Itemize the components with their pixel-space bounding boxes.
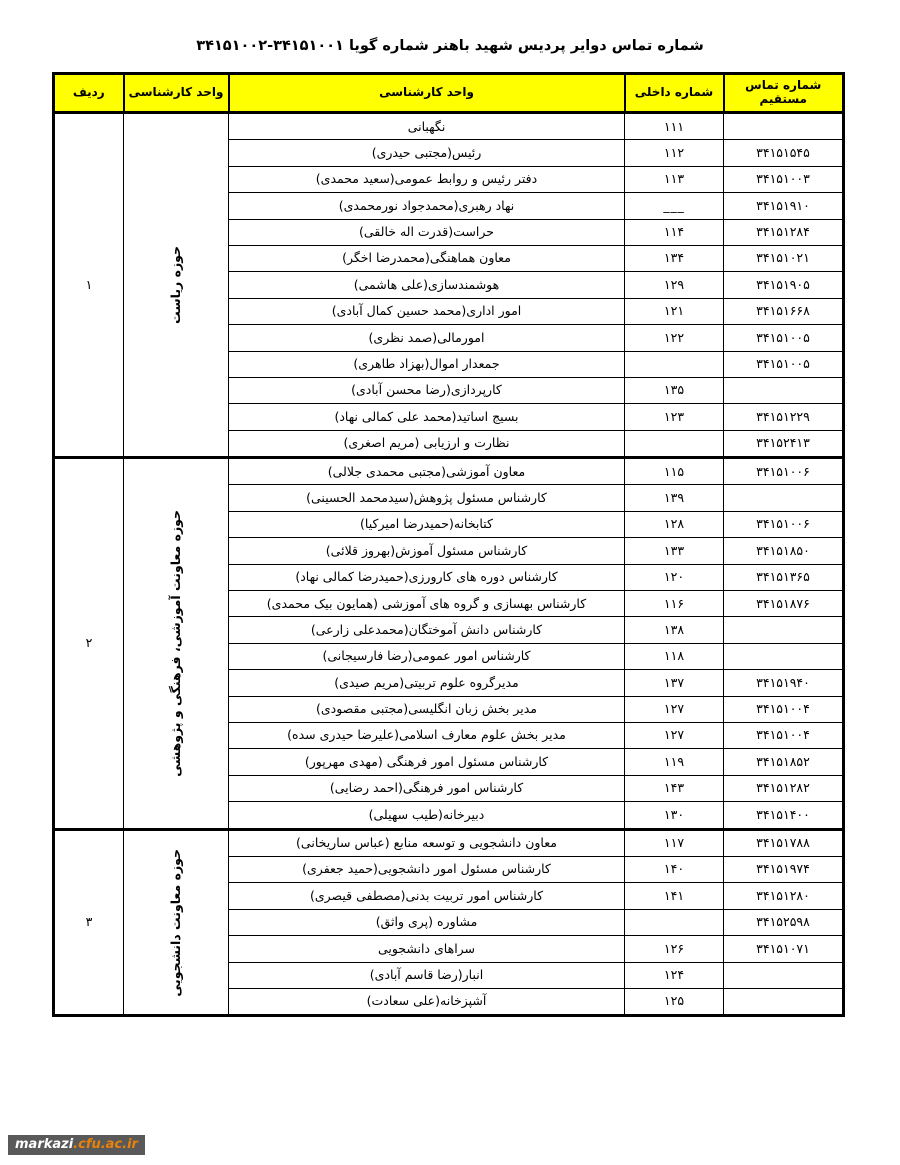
cell-internal-number: ۱۳۳ [625, 538, 724, 564]
cell-direct-number: ۳۴۱۵۱۵۴۵ [724, 140, 844, 166]
cell-internal-number: ___ [625, 193, 724, 219]
cell-direct-number: ۳۴۱۵۱۹۱۰ [724, 193, 844, 219]
watermark-primary-text: markazi [15, 1137, 74, 1152]
cell-unit-description: کارشناس مسئول امور دانشجویی(حمید جعفری) [229, 856, 625, 882]
cell-internal-number: ۱۱۷ [625, 829, 724, 856]
table-header [54, 74, 844, 113]
cell-unit-description: کارشناس دانش آموختگان(محمدعلی زارعی) [229, 617, 625, 643]
cell-unit-description: امور اداری(محمد حسین کمال آبادی) [229, 298, 625, 324]
cell-unit-description: مدیر بخش زبان انگلیسی(مجتبی مقصودی) [229, 696, 625, 722]
cell-internal-number: ۱۳۵ [625, 377, 724, 403]
cell-direct-number: ۳۴۱۵۱۲۸۴ [724, 219, 844, 245]
cell-unit-description: معاون هماهنگی(محمدرضا اخگر) [229, 245, 625, 271]
cell-internal-number: ۱۲۲ [625, 325, 724, 351]
cell-direct-number: ۳۴۱۵۱۳۶۵ [724, 564, 844, 590]
cell-unit-description: مدیرگروه علوم تربیتی(مریم صیدی) [229, 670, 625, 696]
cell-internal-number: ۱۳۰ [625, 802, 724, 829]
cell-direct-number [724, 485, 844, 511]
cell-internal-number: ۱۱۱ [625, 113, 724, 140]
group-unit-label: حوزه معاونت دانشجویی [167, 848, 183, 997]
cell-internal-number: ۱۱۹ [625, 749, 724, 775]
cell-unit-description: کارشناس مسئول امور فرهنگی (مهدی مهرپور) [229, 749, 625, 775]
cell-internal-number: ۱۲۳ [625, 404, 724, 430]
table-row [54, 113, 844, 140]
cell-direct-number: ۳۴۱۵۱۰۰۶ [724, 458, 844, 485]
table-row [54, 458, 844, 485]
cell-direct-number: ۳۴۱۵۱۲۲۹ [724, 404, 844, 430]
cell-direct-number: ۳۴۱۵۱۸۵۲ [724, 749, 844, 775]
cell-direct-number: ۳۴۱۵۲۵۹۸ [724, 909, 844, 935]
cell-direct-number: ۳۴۱۵۱۰۰۶ [724, 511, 844, 537]
cell-direct-number [724, 988, 844, 1015]
cell-direct-number: ۳۴۱۵۱۲۸۲ [724, 775, 844, 801]
cell-direct-number: ۳۴۱۵۱۷۸۸ [724, 829, 844, 856]
cell-internal-number: ۱۱۲ [625, 140, 724, 166]
cell-internal-number: ۱۴۳ [625, 775, 724, 801]
cell-direct-number: ۳۴۱۵۱۹۴۰ [724, 670, 844, 696]
cell-unit-description: بسیج اساتید(محمد علی کمالی نهاد) [229, 404, 625, 430]
column-header-internal-number: شماره داخلی [625, 74, 724, 113]
cell-unit-description: کارشناس مسئول پژوهش(سیدمحمد الحسینی) [229, 485, 625, 511]
table-header-row [54, 74, 844, 113]
cell-group-row-number: ۳ [54, 829, 124, 1016]
cell-internal-number: ۱۳۴ [625, 245, 724, 271]
cell-unit-description: هوشمندسازی(علی هاشمی) [229, 272, 625, 298]
cell-direct-number: ۳۴۱۵۱۰۰۵ [724, 325, 844, 351]
cell-unit-description: امورمالی(صمد نظری) [229, 325, 625, 351]
cell-group-unit [124, 458, 229, 829]
page-title: شماره تماس دوایر پردیس شهید باهنر شماره گویا ۳۴۱۵۱۰۰۱-۳۴۱۵۱۰۰۲ [196, 38, 704, 54]
cell-group-row-number: ۱ [54, 113, 124, 458]
cell-unit-description: کارپردازی(رضا محسن آبادی) [229, 377, 625, 403]
column-header-unit: واحد کارشناسی [124, 74, 229, 113]
cell-direct-number: ۳۴۱۵۱۸۵۰ [724, 538, 844, 564]
cell-internal-number: ۱۲۰ [625, 564, 724, 590]
cell-internal-number: ۱۳۹ [625, 485, 724, 511]
column-header-row-number: ردیف [54, 74, 124, 113]
contact-directory-table [52, 72, 845, 1017]
cell-unit-description: رئیس(مجتبی حیدری) [229, 140, 625, 166]
cell-direct-number: ۳۴۱۵۱۴۰۰ [724, 802, 844, 829]
cell-unit-description: معاون آموزشی(مجتبی محمدی جلالی) [229, 458, 625, 485]
cell-internal-number: ۱۱۸ [625, 643, 724, 669]
cell-internal-number: ۱۱۴ [625, 219, 724, 245]
cell-direct-number: ۳۴۱۵۲۴۱۳ [724, 430, 844, 457]
group-unit-label: حوزه ریاست [167, 246, 183, 324]
cell-group-row-number: ۲ [54, 458, 124, 829]
cell-direct-number: ۳۴۱۵۱۹۷۴ [724, 856, 844, 882]
cell-direct-number [724, 113, 844, 140]
cell-unit-description: انبار(رضا قاسم آبادی) [229, 962, 625, 988]
cell-unit-description: کارشناس امور عمومی(رضا فارسیجانی) [229, 643, 625, 669]
cell-unit-description: معاون دانشجویی و توسعه منابع (عباس ساریخانی) [229, 829, 625, 856]
cell-internal-number: ۱۲۸ [625, 511, 724, 537]
site-watermark [8, 1135, 145, 1155]
table-row [54, 829, 844, 856]
cell-direct-number: ۳۴۱۵۱۶۶۸ [724, 298, 844, 324]
cell-unit-description: آشپزخانه(علی سعادت) [229, 988, 625, 1015]
cell-internal-number: ۱۲۵ [625, 988, 724, 1015]
cell-internal-number: ۱۱۶ [625, 591, 724, 617]
cell-unit-description: حراست(قدرت اله خالقی) [229, 219, 625, 245]
cell-direct-number: ۳۴۱۵۱۰۰۴ [724, 696, 844, 722]
cell-unit-description: کارشناس دوره های کارورزی(حمیدرضا کمالی نهاد) [229, 564, 625, 590]
cell-direct-number: ۳۴۱۵۱۹۰۵ [724, 272, 844, 298]
cell-unit-description: کارشناس مسئول آموزش(بهروز قلائی) [229, 538, 625, 564]
cell-internal-number: ۱۲۹ [625, 272, 724, 298]
cell-internal-number: ۱۲۷ [625, 696, 724, 722]
cell-unit-description: نهاد رهبری(محمدجواد نورمحمدی) [229, 193, 625, 219]
cell-direct-number [724, 617, 844, 643]
cell-internal-number: ۱۳۸ [625, 617, 724, 643]
cell-unit-description: سراهای دانشجویی [229, 936, 625, 962]
column-header-direct-number: شماره تماس مستقیم [724, 74, 844, 113]
cell-internal-number [625, 351, 724, 377]
cell-unit-description: کارشناس امور فرهنگی(احمد رضایی) [229, 775, 625, 801]
cell-internal-number: ۱۲۱ [625, 298, 724, 324]
cell-internal-number: ۱۲۴ [625, 962, 724, 988]
cell-group-unit [124, 829, 229, 1016]
directory-table-container [55, 72, 845, 1017]
cell-direct-number: ۳۴۱۵۱۰۰۵ [724, 351, 844, 377]
cell-unit-description: مدیر بخش علوم معارف اسلامی(علیرضا حیدری سده) [229, 722, 625, 748]
cell-internal-number: ۱۲۷ [625, 722, 724, 748]
cell-internal-number: ۱۴۰ [625, 856, 724, 882]
cell-unit-description: نظارت و ارزیابی (مریم اصغری) [229, 430, 625, 457]
cell-direct-number: ۳۴۱۵۱۰۰۳ [724, 166, 844, 192]
cell-unit-description: دبیرخانه(طیب سهیلی) [229, 802, 625, 829]
watermark-secondary-text: .cfu.ac.ir [73, 1137, 138, 1152]
column-header-description: واحد کارشناسی [229, 74, 625, 113]
group-unit-label: حوزه معاونت آموزشی، فرهنگی و پژوهشی [167, 509, 183, 777]
cell-internal-number: ۱۴۱ [625, 883, 724, 909]
cell-internal-number: ۱۳۷ [625, 670, 724, 696]
cell-internal-number [625, 430, 724, 457]
table-body [54, 113, 844, 1016]
cell-unit-description: مشاوره (پری واثق) [229, 909, 625, 935]
cell-unit-description: نگهبانی [229, 113, 625, 140]
cell-direct-number: ۳۴۱۵۱۲۸۰ [724, 883, 844, 909]
cell-internal-number: ۱۱۳ [625, 166, 724, 192]
cell-internal-number: ۱۲۶ [625, 936, 724, 962]
cell-unit-description: جمعدار اموال(بهزاد طاهری) [229, 351, 625, 377]
cell-unit-description: کارشناس امور تربیت بدنی(مصطفی قیصری) [229, 883, 625, 909]
cell-direct-number: ۳۴۱۵۱۸۷۶ [724, 591, 844, 617]
cell-unit-description: کارشناس بهسازی و گروه های آموزشی (همایون بیک محمدی) [229, 591, 625, 617]
cell-group-unit [124, 113, 229, 458]
cell-direct-number [724, 377, 844, 403]
cell-direct-number: ۳۴۱۵۱۰۲۱ [724, 245, 844, 271]
cell-direct-number [724, 962, 844, 988]
cell-unit-description: کتابخانه(حمیدرضا امیرکیا) [229, 511, 625, 537]
cell-direct-number: ۳۴۱۵۱۰۰۴ [724, 722, 844, 748]
cell-direct-number [724, 643, 844, 669]
cell-internal-number: ۱۱۵ [625, 458, 724, 485]
cell-internal-number [625, 909, 724, 935]
cell-direct-number: ۳۴۱۵۱۰۷۱ [724, 936, 844, 962]
cell-unit-description: دفتر رئیس و روابط عمومی(سعید محمدی) [229, 166, 625, 192]
